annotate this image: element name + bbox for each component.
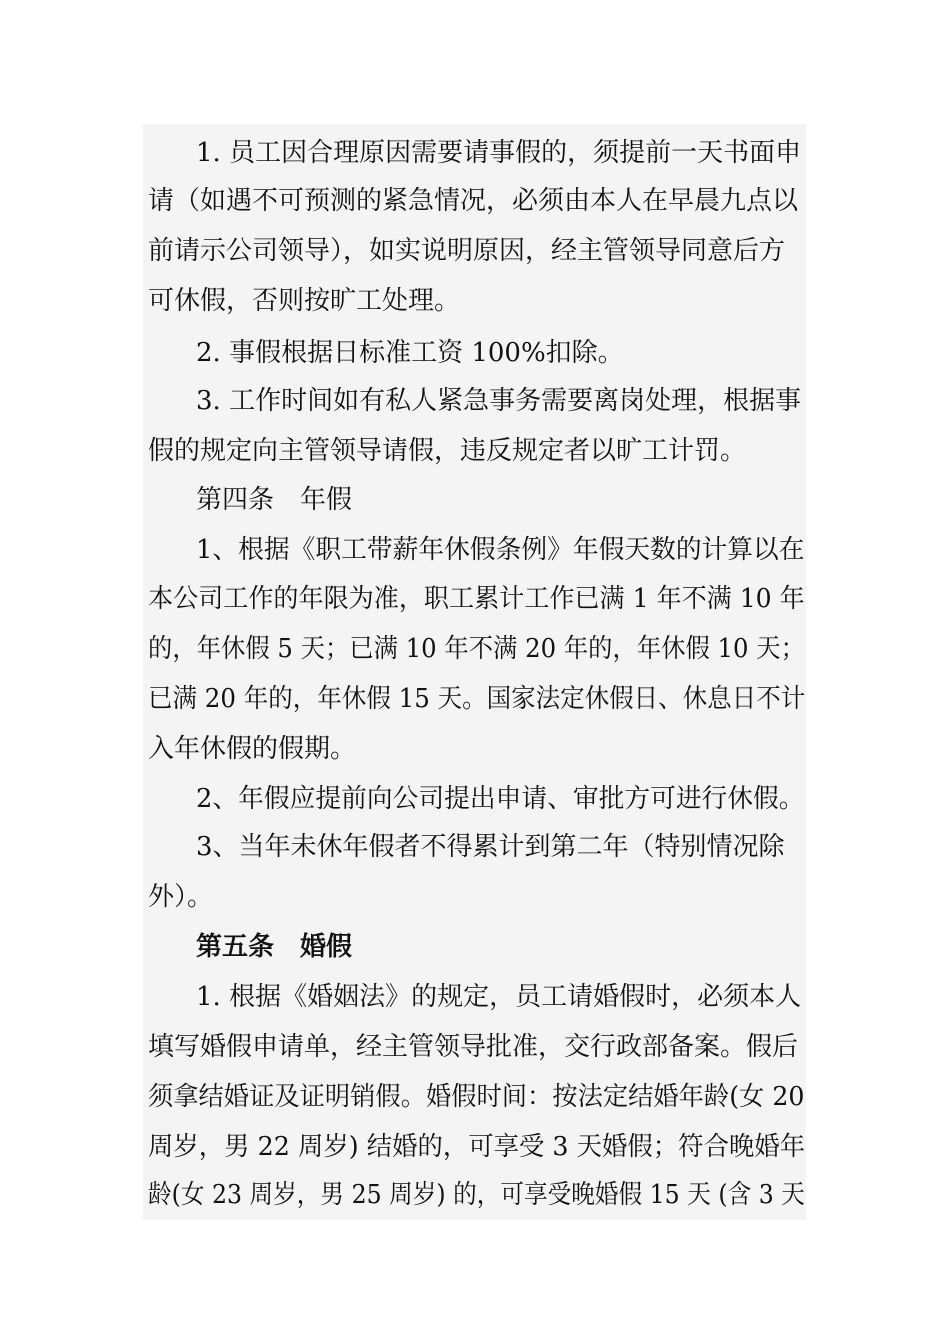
- paragraph-line: 的，年休假 5 天；已满 10 年不满 20 年的，年休假 10 天；: [148, 634, 805, 664]
- paragraph-line: 外）。: [148, 882, 214, 912]
- paragraph-line: 3、当年未休年假者不得累计到第二年（特别情况除: [196, 832, 785, 862]
- paragraph-line: 2、年假应提前向公司提出申请、审批方可进行休假。: [196, 784, 805, 814]
- paragraph-line: 请（如遇不可预测的紧急情况，必须由本人在早晨九点以: [148, 186, 799, 216]
- paragraph-line: 填写婚假申请单，经主管领导批准，交行政部备案。假后: [148, 1032, 799, 1062]
- paragraph-line: 须拿结婚证及证明销假。婚假时间：按法定结婚年龄(女 20: [148, 1082, 805, 1112]
- paragraph-line: 龄(女 23 周岁，男 25 周岁) 的，可享受晚婚假 15 天 (含 3 天: [148, 1180, 805, 1210]
- paragraph-line: 周岁，男 22 周岁) 结婚的，可享受 3 天婚假；符合晚婚年: [148, 1132, 806, 1162]
- paragraph-line: 入年休假的假期。: [148, 734, 357, 764]
- section-heading-article-5: 第五条 婚假: [196, 932, 353, 962]
- paragraph-line: 本公司工作的年限为准，职工累计工作已满 1 年不满 10 年: [148, 584, 805, 614]
- paragraph-line: 前请示公司领导），如实说明原因，经主管领导同意后方: [148, 236, 786, 266]
- paragraph-line: 可休假，否则按旷工处理。: [148, 286, 461, 316]
- paragraph-line: 3. 工作时间如有私人紧急事务需要离岗处理，根据事: [196, 386, 802, 416]
- paragraph-line: 已满 20 年的，年休假 15 天。国家法定休假日、休息日不计: [148, 684, 806, 714]
- paragraph-line: 1、根据《职工带薪年休假条例》年假天数的计算以在: [196, 535, 805, 565]
- paragraph-line: 1. 员工因合理原因需要请事假的，须提前一天书面申: [196, 138, 802, 168]
- paragraph-line: 假的规定向主管领导请假，违反规定者以旷工计罚。: [148, 436, 747, 466]
- paragraph-line: 1. 根据《婚姻法》的规定，员工请婚假时，必须本人: [196, 982, 802, 1012]
- paragraph-line: 2. 事假根据日标准工资 100%扣除。: [196, 338, 624, 368]
- section-heading-article-4: 第四条 年假: [196, 485, 353, 515]
